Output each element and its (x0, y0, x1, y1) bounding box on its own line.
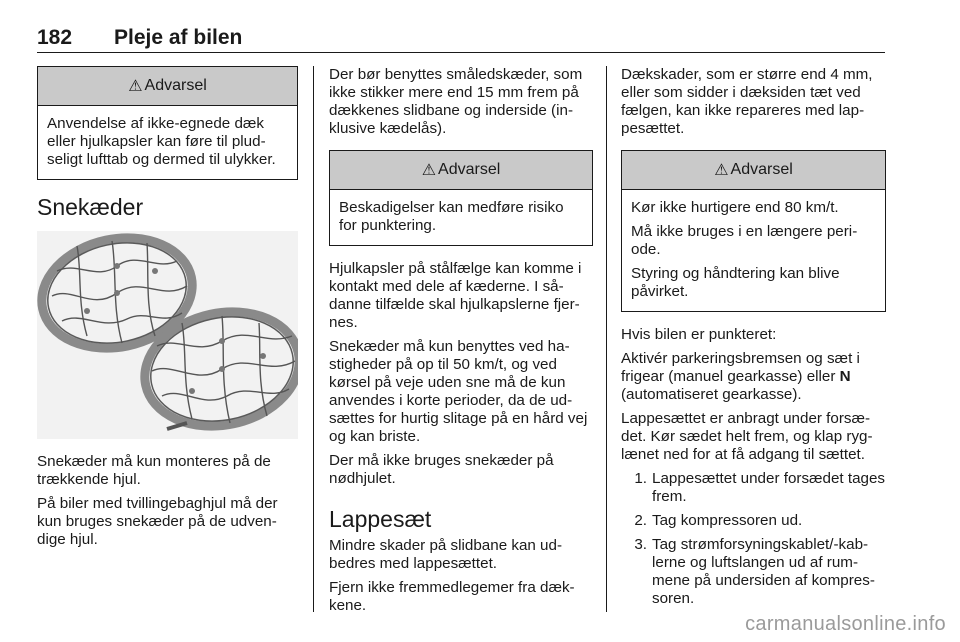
column-2 (329, 66, 593, 621)
warning-item: Styring og håndtering kan blive påvirket. (631, 265, 840, 300)
column-1 (37, 66, 298, 555)
warning-item: Kør ikke hurtigere end 80 km/t. (631, 199, 839, 216)
warning-header (38, 67, 297, 106)
paragraph: Hvis bilen er punkteret: (621, 326, 777, 343)
gear-n-label: N (839, 368, 851, 385)
paragraph: Lappesættet er anbragt under forsædet. Kør sædet helt frem, og klap ryglænet ned for at få adgang til sættet. (621, 410, 873, 463)
paragraph: Hjulkapsler på stålfælge kan komme i kontakt med dele af kæderne. I sådanne tilfælde skal hjulkapslerne fjernes. (329, 260, 582, 331)
list-text: Tag kompressoren ud. (652, 512, 803, 529)
section-heading-snow-chains: Snekæder (37, 194, 144, 220)
warning-body (38, 106, 297, 179)
warning-item: Må ikke bruges i en længere periode. (631, 223, 858, 258)
paragraph: Dækskader, som er større end 4 mm, eller som sidder i dæksiden tæt ved fælgen, kan ikke repareres med lappesættet. (621, 66, 873, 137)
list-number: 3. (634, 536, 647, 553)
paragraph-text: Aktivér parkeringsbremsen og sæt i frigear (manuel gearkasse) eller (621, 350, 860, 385)
list-number: 2. (634, 512, 647, 529)
paragraph: Snekæder må kun monteres på de trækkende hjul. (37, 453, 271, 488)
paragraph-text: (automatiseret gearkasse). (621, 386, 802, 403)
section-heading-repair-kit: Lappesæt (329, 506, 432, 532)
column-divider (313, 66, 314, 612)
paragraph: Der må ikke bruges snekæder på nødhjulet. (329, 452, 554, 487)
paragraph: Der bør benyttes småledskæder, som ikke stikker mere end 15 mm frem på dækkenes slidbane og inderside (inklusive kædelås). (329, 66, 583, 137)
snow-chain-illustration (37, 231, 298, 439)
warning-title: Advarsel (730, 161, 793, 178)
page-header (37, 18, 885, 53)
warning-triangle-icon: ⚠ (421, 162, 437, 179)
warning-header (622, 151, 885, 190)
paragraph: Snekæder må kun benyttes ved hastigheder på op til 50 km/t, og ved kørsel på veje uden sne må de kun anvendes i korte perioder, da de udsættes for hurtig slitage på en hård vej og kan briste. (329, 338, 588, 445)
warning-header (330, 151, 592, 190)
warning-title: Advarsel (144, 77, 207, 94)
list-item (621, 470, 886, 506)
paragraph: På biler med tvillingebaghjul må der kun bruges snekæder på de udvendige hjul. (37, 495, 278, 548)
section-title: Pleje af bilen (114, 26, 243, 49)
list-number: 1. (634, 470, 647, 487)
warning-box (37, 66, 298, 180)
list-text: Lappesættet under forsædet tages frem. (652, 470, 886, 505)
column-3 (621, 66, 886, 614)
warning-text: Anvendelse af ikke-egnede dæk eller hjulkapsler kan føre til pludseligt lufttab og dermed til ulykker. (47, 115, 276, 168)
warning-box (329, 150, 593, 246)
paragraph: Fjern ikke fremmedlegemer fra dækkene. (329, 579, 575, 614)
list-text: Tag strømforsyningskablet/-kablerne og luftslangen ud af rummene på undersiden af kompressoren. (652, 536, 875, 607)
warning-text: Beskadigelser kan medføre risiko for punktering. (339, 199, 564, 234)
list-item (621, 512, 886, 530)
warning-triangle-icon: ⚠ (714, 162, 729, 179)
page-number: 182 (37, 26, 73, 49)
paragraph (621, 350, 886, 404)
warning-triangle-icon: ⚠ (128, 78, 143, 95)
warning-title: Advarsel (438, 161, 501, 178)
column-divider (606, 66, 607, 612)
watermark: carmanualsonline.info (745, 613, 946, 635)
paragraph: Mindre skader på slidbane kan udbedres med lappesættet. (329, 537, 563, 572)
warning-body (330, 190, 592, 245)
warning-box (621, 150, 886, 312)
list-item (621, 536, 886, 608)
warning-body (622, 190, 885, 311)
